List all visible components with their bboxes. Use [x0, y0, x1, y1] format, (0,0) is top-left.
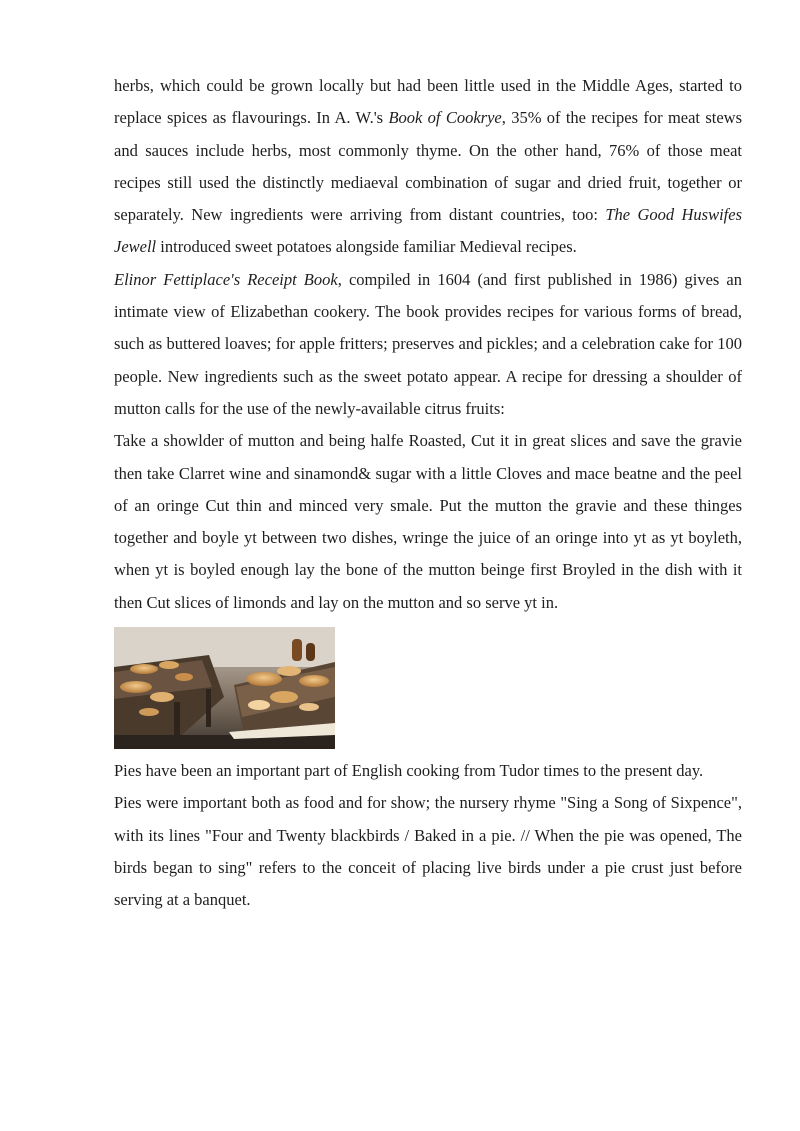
paragraph-herbs-text-1: herbs, which could be grown locally but had been little used in the Middle Ages, started to replace spices as flavourings. In A. W.'s: [114, 76, 742, 128]
paragraph-fettiplace: [114, 264, 742, 425]
paragraph-herbs-text-2: , 35% of the recipes for meat stews and sauces include herbs, most commonly thyme. On the other hand, 76% of those meat recipes still used the distinctly mediaeval combination of sugar and dried fruit, together or separately. New ingredients were arriving from distant countries, too:: [114, 108, 743, 225]
recipe-quote: Take a showlder of mutton and being halfe Roasted, Cut it in great slices and save the gravie then take Clarret wine and sinamond& sugar with a little Cloves and mace beatne and the peel of an oringe Cut thin and minced very smale. Put the mutton the gravie and these thinges together and boyle yt between two dishes, wringe the juice of an oringe into yt as yt boyleth, when yt is boyled enough lay the bone of the mutton beinge first Broyled in the dish with it then Cut slices of limonds and lay on the mutton and so serve yt in.: [114, 431, 742, 612]
document-page: [114, 70, 742, 917]
paragraph-herbs-text-3: introduced sweet potatoes alongside familiar Medieval recipes.: [156, 237, 577, 257]
image-caption: Pies have been an important part of English cooking from Tudor times to the present day.: [114, 761, 704, 781]
paragraph-herbs: [114, 70, 742, 264]
paragraph-pies: Pies were important both as food and for show; the nursery rhyme "Sing a Song of Sixpence", with its lines "Four and Twenty blackbirds / Baked in a pie. // When the pie was opened, The birds began to sing" refers to the conceit of placing live birds under a pie crust just before serving at a banquet.: [114, 793, 742, 910]
book-title-fettiplace: Elinor Fettiplace's Receipt Book: [114, 269, 338, 289]
pies-photo: [114, 627, 335, 749]
book-title-cookrye: Book of Cookrye: [388, 108, 502, 128]
book-title-huswifes-jewell: The Good Huswifes Jewell: [114, 205, 742, 257]
paragraph-fettiplace-text: , compiled in 1604 (and first published in 1986) gives an intimate view of Elizabethan cookery. The book provides recipes for various forms of bread, such as buttered loaves; for apple fritters; preserves and pickles; and a celebration cake for 100 people. New ingredients such as the sweet potato appear. A recipe for dressing a shoulder of mutton calls for the use of the newly-available citrus fruits:: [114, 269, 742, 418]
